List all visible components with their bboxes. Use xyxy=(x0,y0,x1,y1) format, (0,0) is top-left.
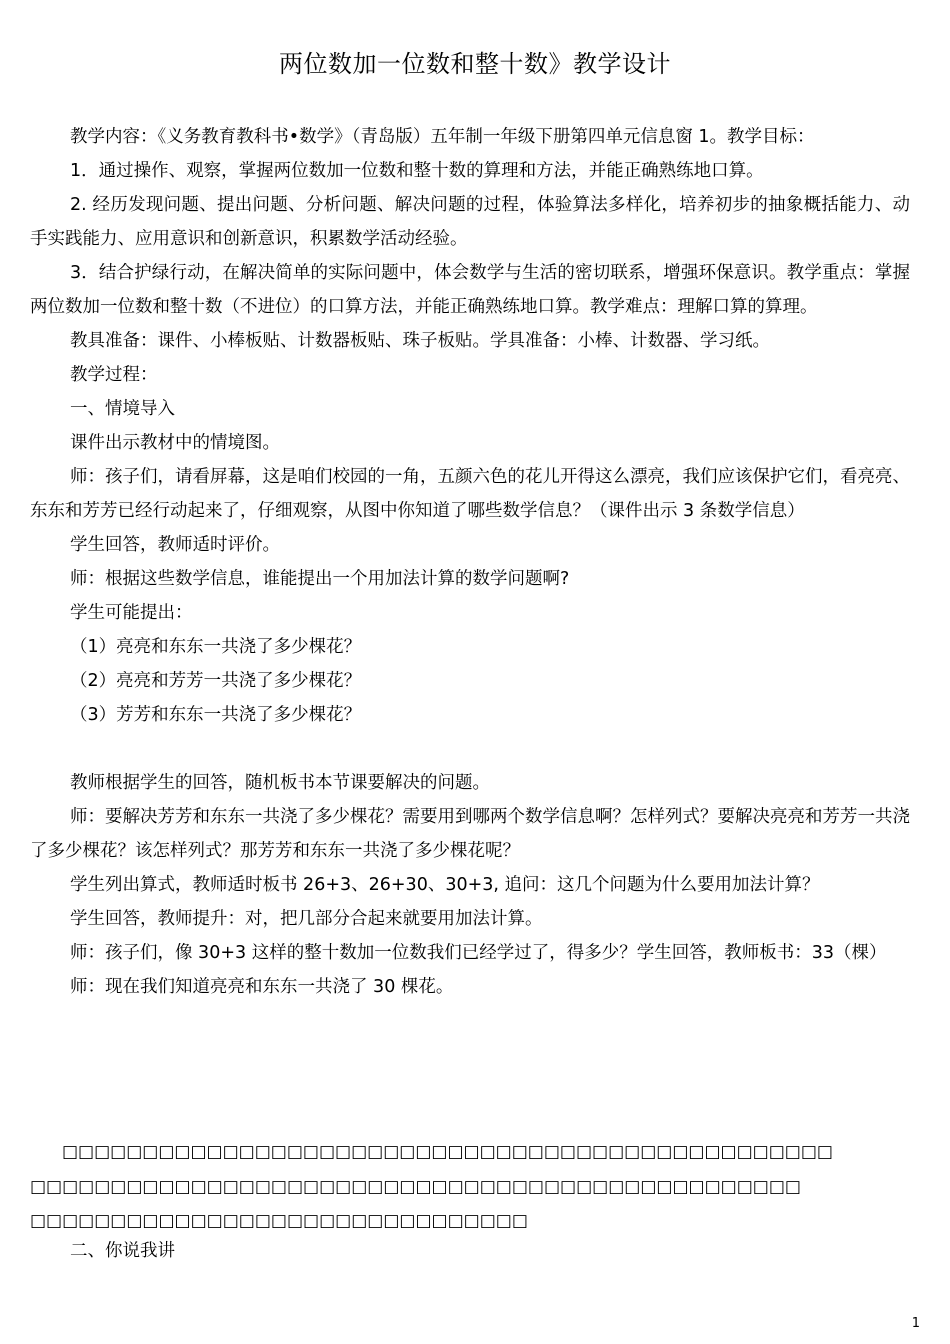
paragraph: 课件出示教材中的情境图。 xyxy=(70,433,280,453)
question-item: （1）亮亮和东东一共浇了多少棵花？ xyxy=(70,637,362,657)
teaching-materials: 教具准备：课件、小棒板贴、计数器板贴、珠子板贴。学具准备：小棒、计数器、学习纸。 xyxy=(70,331,770,351)
objective-3: 3．结合护绿行动，在解决简单的实际问题中，体会数学与生活的密切联系，增强环保意识。教学重点：掌握两位数加一位数和整十数（不进位）的口算方法，并能正确熟练地口算。教学难点：理解口算的算理。 xyxy=(30,263,910,317)
objective-1: 1．通过操作、观察，掌握两位数加一位数和整十数的算理和方法，并能正确熟练地口算。 xyxy=(70,161,764,181)
paragraph: 师：根据这些数学信息，谁能提出一个用加法计算的数学问题啊? xyxy=(70,569,570,589)
garbled-text-line: □□□□□□□□□□□□□□□□□□□□□□□□□□□□□□□□□□□□□□□□□□□□□□□□ xyxy=(30,1177,801,1197)
garbled-text-line: □□□□□□□□□□□□□□□□□□□□□□□□□□□□□□□□□□□□□□□□□□□□□□□□ xyxy=(62,1142,833,1162)
section-2-heading: 二、你说我讲 xyxy=(70,1241,175,1261)
question-item: （2）亮亮和芳芳一共浇了多少棵花？ xyxy=(70,671,362,691)
document-body xyxy=(30,120,910,1004)
teaching-content: 教学内容：《义务教育教科书•数学》（青岛版）五年制一年级下册第四单元信息窗 1。教学目标： xyxy=(70,127,815,147)
paragraph: 学生回答，教师适时评价。 xyxy=(70,535,280,555)
section-1-heading: 一、情境导入 xyxy=(70,399,175,419)
paragraph: 学生列出算式，教师适时板书 26+3、26+30、30+3, 追问：这几个问题为什么要用加法计算？ xyxy=(70,875,820,895)
paragraph: 师：要解决芳芳和东东一共浇了多少棵花？需要用到哪两个数学信息啊？怎样列式？要解决亮亮和芳芳一共浇了多少棵花？该怎样列式？那芳芳和东东一共浇了多少棵花呢？ xyxy=(30,807,910,861)
document-title: 两位数加一位数和整十数》教学设计 xyxy=(279,50,671,78)
question-item: （3）芳芳和东东一共浇了多少棵花？ xyxy=(70,705,362,725)
paragraph: 师：孩子们，请看屏幕，这是咱们校园的一角，五颜六色的花儿开得这么漂亮，我们应该保护它们，看亮亮、东东和芳芳已经行动起来了，仔细观察，从图中你知道了哪些数学信息？（课件出示 3 条数学信息） xyxy=(30,467,910,521)
objective-2: 2. 经历发现问题、提出问题、分析问题、解决问题的过程，体验算法多样化，培养初步的抽象概括能力、动手实践能力、应用意识和创新意识，积累数学活动经验。 xyxy=(30,195,910,249)
paragraph: 教师根据学生的回答，随机板书本节课要解决的问题。 xyxy=(70,773,490,793)
paragraph: 学生回答，教师提升：对，把几部分合起来就要用加法计算。 xyxy=(70,909,543,929)
paragraph: 师：现在我们知道亮亮和东东一共浇了 30 棵花。 xyxy=(70,977,454,997)
document-body-tail xyxy=(30,1234,910,1268)
garbled-text-line: □□□□□□□□□□□□□□□□□□□□□□□□□□□□□□□ xyxy=(30,1211,528,1231)
paragraph: 学生可能提出： xyxy=(70,603,193,623)
paragraph: 师：孩子们，像 30+3 这样的整十数加一位数我们已经学过了，得多少？学生回答，教师板书：33（棵） xyxy=(70,943,887,963)
blank-line xyxy=(30,732,910,766)
page-number: 1 xyxy=(911,1316,920,1331)
teaching-process-heading: 教学过程： xyxy=(70,365,158,385)
